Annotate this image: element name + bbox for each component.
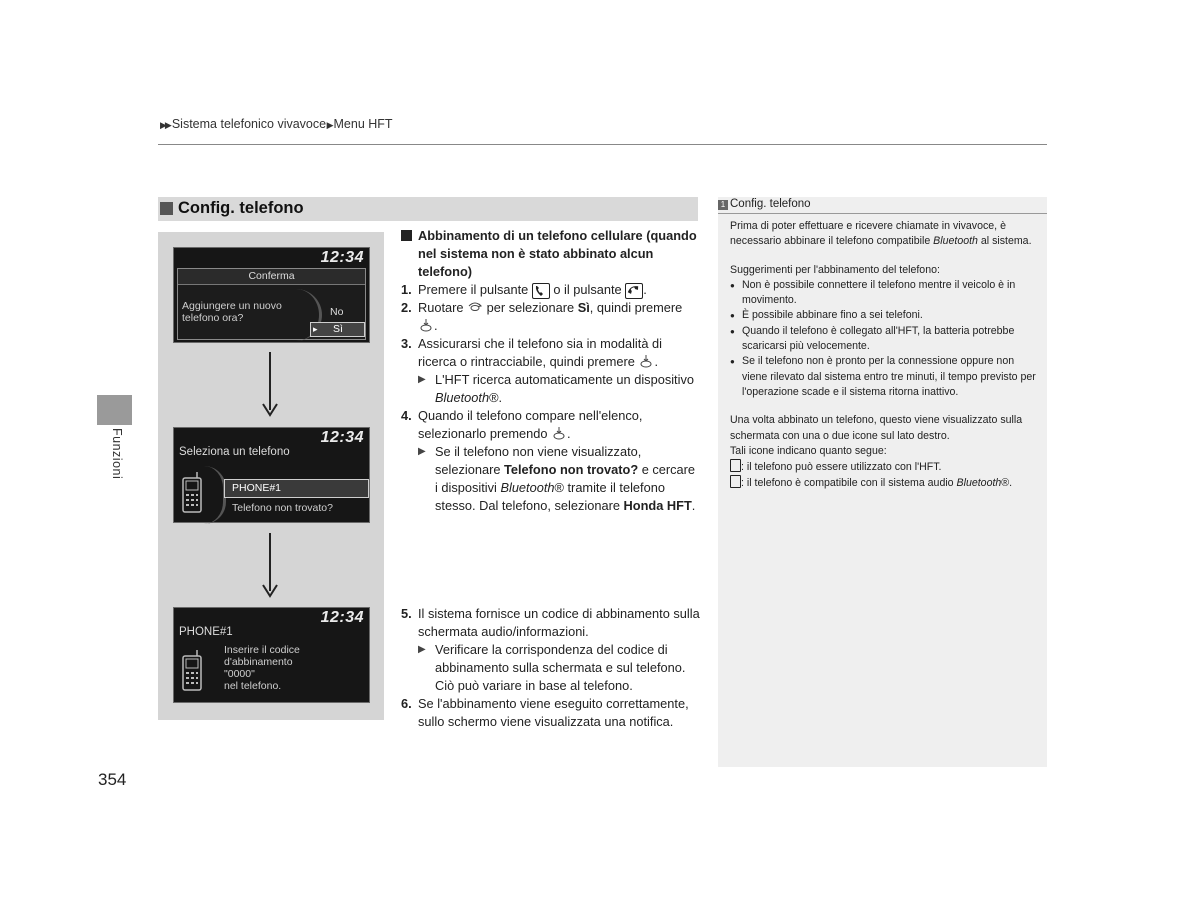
- screen-title: PHONE#1: [179, 626, 233, 638]
- option-no[interactable]: No: [330, 306, 344, 318]
- pickup-button-icon: [625, 283, 643, 299]
- step-text: .: [434, 318, 438, 333]
- header-divider: [158, 144, 1047, 145]
- step-4: [401, 407, 701, 443]
- step-text: per selezionare: [483, 300, 578, 315]
- step-number: 5.: [401, 606, 412, 621]
- audio-phone-icon: [730, 475, 741, 488]
- note-bullet: ● Quando il telefono è collegato all'HFT, la batteria potrebbe scaricarsi più velocemente.: [730, 324, 1040, 355]
- note-bullet: ● Se il telefono non è pronto per la connessione oppure non viene rilevato dal sistema entro tre minuti, il tempo previsto per l'operazione scade e il sistema ritorna inattivo.: [730, 354, 1040, 400]
- note-body: [730, 219, 1040, 492]
- result-text: Se il telefono non viene visualizzato, selezionare: [435, 444, 642, 477]
- pairing-message: [224, 644, 300, 692]
- note-icon-line: [730, 475, 1040, 491]
- step-2: [401, 299, 701, 335]
- note-marker-icon: 1: [718, 200, 728, 210]
- step-3: [401, 335, 701, 371]
- breadcrumb-arrow-icon: ▶: [326, 120, 332, 130]
- note-text: Prima di poter effettuare e ricevere chiamate in vivavoce, è necessario abbinare il telefono compatibile: [730, 220, 1006, 248]
- note-paragraph: Una volta abbinato un telefono, questo viene visualizzato sulla schermata con una o due icone sul lato destro.: [730, 414, 1023, 442]
- section-title-bar: [158, 197, 698, 221]
- breadcrumb: [160, 117, 393, 131]
- pairing-line2: d'abbinamento: [224, 656, 293, 668]
- phone-button-icon: [532, 283, 550, 299]
- step-text: Quando il telefono compare nell'elenco, selezionarlo premendo: [418, 408, 643, 441]
- hft-phone-icon: [730, 459, 741, 472]
- result-arrow-icon: ▶: [418, 374, 426, 385]
- step-1: [401, 281, 701, 299]
- note-text: : il telefono è compatibile con il sistema audio: [741, 477, 957, 490]
- procedure-heading: [401, 227, 701, 281]
- breadcrumb-arrow-icon: ▶▶: [160, 120, 170, 130]
- step-text: Se l'abbinamento viene eseguito correttamente, sullo schermo viene visualizzata una notifica.: [418, 696, 689, 729]
- screen-title: Seleziona un telefono: [179, 446, 290, 458]
- step-bold: Sì: [577, 300, 590, 315]
- step-5: [401, 605, 701, 641]
- section-square-icon: [160, 202, 173, 215]
- instructions-top: [401, 227, 701, 515]
- result-text: L'HFT ricerca automaticamente un dispositivo: [435, 372, 694, 387]
- step-text: .: [567, 426, 571, 441]
- chapter-label: Funzioni: [110, 428, 124, 480]
- result-arrow-icon: ▶: [418, 446, 426, 457]
- rotate-knob-icon: [467, 299, 483, 315]
- step-text: Il sistema fornisce un codice di abbinamento sulla schermata audio/informazioni.: [418, 606, 700, 639]
- page-number: 354: [98, 770, 127, 789]
- question-line2: telefono ora?: [182, 312, 244, 324]
- result-text: e cercare i dispositivi: [435, 462, 696, 495]
- cellphone-icon: [181, 648, 203, 692]
- note-italic: Bluetooth: [933, 235, 978, 248]
- note-heading: [718, 197, 1047, 214]
- heading-square-icon: [401, 230, 412, 241]
- step-number: 6.: [401, 696, 412, 711]
- question-line1: Aggiungere un nuovo: [182, 300, 282, 312]
- step-number: 3.: [401, 336, 412, 351]
- step-number: 1.: [401, 282, 412, 297]
- screen-select-phone: [173, 427, 370, 523]
- step-text: o il pulsante: [549, 282, 626, 297]
- result-text: ® tramite il telefono stesso. Dal telefono, selezionare: [435, 480, 665, 513]
- dialog-title: Conferma: [178, 269, 365, 285]
- press-knob-icon: [551, 425, 567, 441]
- step-text: , quindi premere: [589, 300, 683, 315]
- note-italic: Bluetooth: [956, 477, 1002, 490]
- confirm-dialog: [177, 268, 366, 340]
- note-panel: [718, 197, 1047, 767]
- note-bullet: ● Non è possibile connettere il telefono mentre il veicolo è in movimento.: [730, 278, 1040, 309]
- result-italic: Bluetooth: [435, 390, 490, 405]
- screen-clock: 12:34: [320, 429, 364, 446]
- step-text: .: [643, 282, 647, 297]
- press-knob-icon: [638, 353, 654, 369]
- dialog-question: [182, 300, 302, 324]
- step-text: Premere il pulsante: [418, 282, 532, 297]
- screen-pairing-code: [173, 607, 370, 703]
- pairing-line1: Inserire il codice: [224, 644, 300, 656]
- screen-clock: 12:34: [320, 609, 364, 626]
- screen-confirm: [173, 247, 370, 343]
- breadcrumb-part2: Menu HFT: [333, 117, 393, 131]
- result-bold: Telefono non trovato?: [504, 462, 639, 477]
- result-text: ®.: [489, 390, 503, 405]
- step-3-result: [401, 371, 701, 407]
- step-text: Assicurarsi che il telefono sia in modalità di ricerca o rintracciabile, quindi premere: [418, 336, 662, 369]
- step-number: 4.: [401, 408, 412, 423]
- result-arrow-icon: ▶: [418, 644, 426, 655]
- note-paragraph: Suggerimenti per l'abbinamento del telefono:: [730, 263, 940, 276]
- instructions-bottom: [401, 605, 701, 731]
- result-italic: Bluetooth: [500, 480, 555, 495]
- result-text: .: [691, 498, 696, 513]
- breadcrumb-part1: Sistema telefonico vivavoce: [171, 117, 327, 131]
- phone-list-item[interactable]: PHONE#1: [224, 479, 369, 498]
- step-6: [401, 695, 701, 731]
- chapter-tab: [97, 395, 132, 425]
- result-bold: Honda HFT: [623, 498, 692, 513]
- step-4-result: [401, 443, 701, 515]
- note-paragraph: Tali icone indicano quanto segue:: [730, 444, 887, 457]
- section-title: Config. telefono: [178, 199, 304, 217]
- note-heading-text: Config. telefono: [730, 198, 811, 210]
- note-bullet: ● È possibile abbinare fino a sei telefoni.: [730, 308, 1040, 323]
- step-text: Ruotare: [418, 300, 468, 315]
- screen-clock: 12:34: [320, 249, 364, 266]
- note-text: ®.: [1001, 477, 1013, 490]
- step-text: .: [654, 354, 659, 369]
- step-number: 2.: [401, 300, 412, 315]
- down-arrow-icon: [262, 533, 278, 599]
- selector-arc: [204, 466, 226, 524]
- option-si[interactable]: ▸ Sì: [310, 322, 365, 337]
- note-text: al sistema.: [977, 235, 1032, 248]
- cellphone-icon: [181, 470, 203, 514]
- pairing-line4: nel telefono.: [224, 680, 282, 692]
- procedure-heading-text: Abbinamento di un telefono cellulare (quando nel sistema non è stato abbinato alcun telefono): [418, 228, 697, 279]
- step-5-result: [401, 641, 701, 695]
- note-icon-line: [730, 459, 1040, 475]
- note-text: : il telefono può essere utilizzato con l'HFT.: [741, 461, 942, 474]
- pairing-code: "0000": [224, 668, 255, 680]
- note-paragraph: [730, 219, 1040, 250]
- result-text: Verificare la corrispondenza del codice di abbinamento sulla schermata e sul telefono. Ciò può variare in base al telefono.: [435, 642, 686, 693]
- down-arrow-icon: [262, 352, 278, 418]
- phone-not-found-item[interactable]: Telefono non trovato?: [232, 502, 333, 514]
- press-knob-icon: [418, 317, 434, 333]
